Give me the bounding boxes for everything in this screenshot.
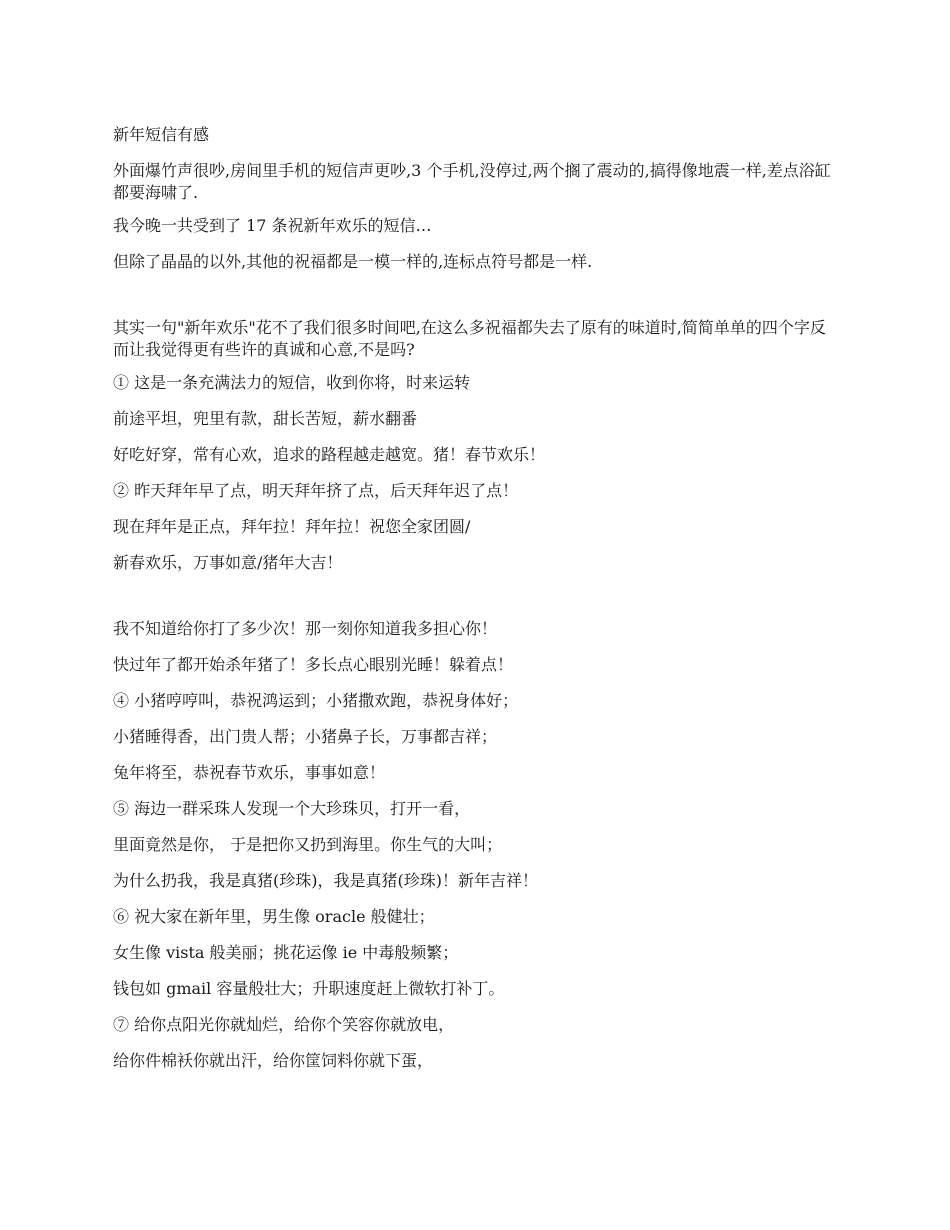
message-line: ② 昨天拜年早了点，明天拜年挤了点，后天拜年迟了点！	[113, 481, 519, 500]
message-list-b	[113, 618, 837, 1072]
document-title: 新年短信有感	[113, 125, 210, 144]
message-line: 兔年将至，恭祝春节欢乐，事事如意！	[113, 763, 386, 782]
message-line: 女生像 vista 般美丽；挑花运像 ie 中毒般频繁；	[113, 943, 459, 962]
message-line: 为什么扔我，我是真猪(珍珠)，我是真猪(珍珠)！新年吉祥！	[113, 871, 538, 890]
message-line: 我不知道给你打了多少次！那一刻你知道我多担心你！	[113, 619, 498, 638]
message-line: 前途平坦，兜里有款，甜长苦短，薪水翻番	[113, 409, 418, 428]
message-line: 新春欢乐，万事如意/猪年大吉！	[113, 553, 343, 572]
message-line: ④ 小猪哼哼叫，恭祝鸿运到；小猪撒欢跑，恭祝身体好；	[113, 691, 519, 710]
message-line: 给你件棉袄你就出汗，给你筐饲料你就下蛋，	[113, 1051, 434, 1070]
message-line: ① 这是一条充满法力的短信，收到你将，时来运转	[113, 373, 471, 392]
message-list-a	[113, 372, 837, 574]
message-line: 好吃好穿，常有心欢，追求的路程越走越宽。猪！春节欢乐！	[113, 445, 546, 464]
paragraph: 外面爆竹声很吵,房间里手机的短信声更吵,3 个手机,没停过,两个搁了震动的,搞得像地震一样,差点浴缸都要海啸了.	[113, 161, 831, 202]
message-line: ⑦ 给你点阳光你就灿烂，给你个笑容你就放电，	[113, 1015, 455, 1034]
message-line: ⑤ 海边一群采珠人发现一个大珍珠贝，打开一看，	[113, 799, 471, 818]
paragraph: 我今晚一共受到了 17 条祝新年欢乐的短信…	[113, 216, 432, 235]
message-line: 里面竟然是你， 于是把你又扔到海里。你生气的大叫；	[113, 835, 503, 854]
message-line: ⑥ 祝大家在新年里，男生像 oracle 般健壮；	[113, 907, 435, 926]
message-line: 现在拜年是正点，拜年拉！拜年拉！祝您全家团圆/	[113, 517, 471, 536]
message-line: 小猪睡得香，出门贵人帮；小猪鼻子长，万事都吉祥；	[113, 727, 498, 746]
message-line: 快过年了都开始杀年猪了！多长点心眼别光睡！躲着点！	[113, 655, 514, 674]
paragraph: 其实一句"新年欢乐"花不了我们很多时间吧,在这么多祝福都失去了原有的味道时,简简单单的四个字反而让我觉得更有些许的真诚和心意,不是吗?	[113, 318, 826, 359]
message-line: 钱包如 gmail 容量般壮大；升职速度赶上微软打补丁。	[113, 979, 505, 998]
paragraph: 但除了晶晶的以外,其他的祝福都是一模一样的,连标点符号都是一样.	[113, 252, 593, 271]
document-page	[113, 124, 837, 1072]
